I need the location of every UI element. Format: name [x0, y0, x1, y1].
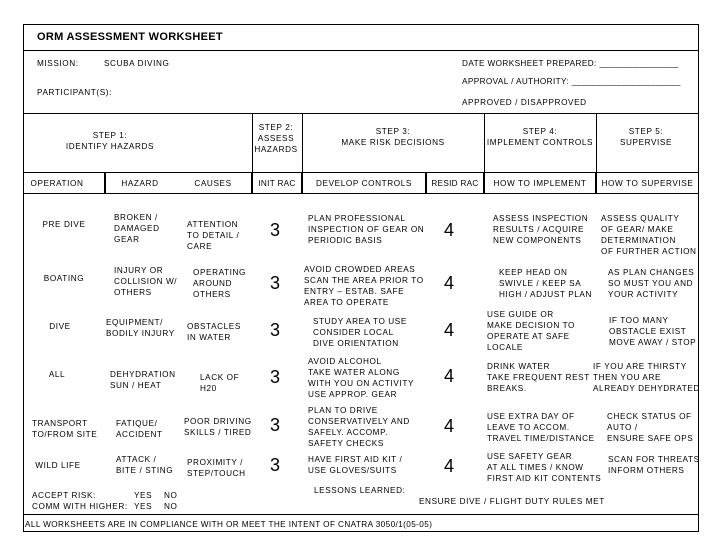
col-header-how-to-implement: HOW TO IMPLEMENT	[493, 179, 587, 188]
row-init-rac: 3	[269, 367, 280, 387]
row-init-rac: 3	[269, 455, 280, 475]
col-header-develop-controls: DEVELOP CONTROLS	[316, 179, 412, 188]
row-operation: PRE DIVE	[42, 220, 86, 229]
steps-divider	[23, 113, 699, 114]
row-init-rac: 3	[269, 220, 280, 240]
step5-header: STEP 5: SUPERVISE	[619, 127, 673, 147]
row-init-rac: 3	[269, 320, 280, 340]
step3-header: STEP 3: MAKE RISK DECISIONS	[341, 127, 445, 147]
row-hazard: EQUIPMENT/ BODILY INJURY	[106, 318, 175, 338]
row-controls: STUDY AREA TO USE CONSIDER LOCAL DIVE ORIENTATION	[313, 317, 407, 348]
col-header-hazard: HAZARD	[121, 179, 159, 188]
row-causes: PROXIMITY / STEP/TOUCH	[187, 458, 246, 478]
row-causes: OPERATING AROUND OTHERS	[193, 268, 247, 299]
ensure-duty-rules: ENSURE DIVE / FLIGHT DUTY RULES MET	[419, 497, 605, 506]
comm-higher-yes[interactable]: YES	[134, 502, 153, 511]
col-header-init-rac: INIT RAC	[258, 179, 296, 188]
step4-header: STEP 4: IMPLEMENT CONTROLS	[486, 127, 594, 147]
row-implement: USE SAFETY GEAR AT ALL TIMES / KNOW FIRST AID KIT CONTENTS	[487, 452, 602, 483]
row-causes: POOR DRIVING SKILLS / TIRED	[184, 417, 252, 437]
lessons-learned-label: LESSONS LEARNED:	[314, 486, 406, 495]
row-implement: USE EXTRA DAY OF LEAVE TO ACCOM. TRAVEL TIME/DISTANCE	[487, 412, 595, 443]
worksheet-title: ORM ASSESSMENT WORKSHEET	[37, 31, 223, 43]
row-resid-rac: 4	[443, 220, 454, 240]
row-implement: DRINK WATER TAKE FREQUENT REST BREAKS.	[487, 362, 590, 393]
row-resid-rac: 4	[443, 416, 454, 436]
row-supervise: ASSESS QUALITY OF GEAR/ MAKE DETERMINATION OF FURTHER ACTION	[601, 214, 697, 256]
row-hazard: ATTACK / BITE / STING	[116, 455, 174, 475]
compliance-note: ALL WORKSHEETS ARE IN COMPLIANCE WITH OR MEET THE INTENT OF CNATRA 3050/1(05-05)	[25, 520, 433, 529]
row-causes: OBSTACLES IN WATER	[187, 322, 241, 342]
row-causes: ATTENTION TO DETAIL / CARE	[187, 220, 240, 251]
step2-header: STEP 2: ASSESS HAZARDS	[254, 123, 298, 154]
row-operation: ALL	[48, 370, 66, 379]
row-resid-rac: 4	[443, 320, 454, 340]
row-controls: HAVE FIRST AID KIT / USE GLOVES/SUITS	[308, 455, 403, 475]
row-controls: PLAN PROFESSIONAL INSPECTION OF GEAR ON PERIODIC BASIS	[308, 214, 425, 245]
accept-risk-yes[interactable]: YES	[134, 491, 153, 500]
row-controls: AVOID ALCOHOL TAKE WATER ALONG WITH YOU ON ACTIVITY USE APPROP. GEAR	[308, 357, 415, 399]
row-supervise: IF YOU ARE THIRSTY THEN YOU ARE ALREADY DEHYDRATED	[593, 362, 700, 393]
row-resid-rac: 4	[443, 366, 454, 386]
row-supervise: AS PLAN CHANGES SO MUST YOU AND YOUR ACTIVITY	[608, 268, 695, 299]
comm-higher-no[interactable]: NO	[164, 502, 178, 511]
accept-risk-no[interactable]: NO	[164, 491, 178, 500]
row-hazard: FATIQUE/ ACCIDENT	[116, 419, 163, 439]
row-operation: DIVE	[49, 322, 71, 331]
col-header-causes: CAUSES	[194, 179, 232, 188]
row-implement: KEEP HEAD ON SWIVLE / KEEP SA HIGH / ADJUST PLAN	[499, 268, 592, 299]
row-hazard: INJURY OR COLLISION W/ OTHERS	[114, 266, 178, 297]
step1-header: STEP 1: IDENTIFY HAZARDS	[65, 131, 155, 151]
step-divider	[252, 113, 253, 172]
row-supervise: IF TOO MANY OBSTACLE EXIST MOVE AWAY / STOP	[609, 316, 697, 347]
row-resid-rac: 4	[443, 456, 454, 476]
row-init-rac: 3	[269, 415, 280, 435]
row-supervise: CHECK STATUS OF AUTO / ENSURE SAFE OPS	[607, 412, 694, 443]
row-controls: PLAN TO DRIVE CONSERVATIVELY AND SAFELY. ACCOMP. SAFETY CHECKS	[308, 406, 410, 448]
approved-disapproved-label: APPROVED / DISAPPROVED	[462, 98, 587, 107]
row-hazard: DEHYDRATION SUN / HEAT	[110, 370, 176, 390]
participants-label: PARTICIPANT(S):	[37, 88, 112, 97]
title-divider	[23, 50, 699, 51]
step-divider	[484, 113, 485, 172]
row-causes: LACK OF H20	[200, 373, 240, 393]
mission-value: SCUBA DIVING	[104, 59, 170, 68]
col-header-how-to-supervise: HOW TO SUPERVISE	[601, 179, 694, 188]
col-header-resid-rac: RESID RAC	[431, 179, 479, 188]
date-prepared-field[interactable]: DATE WORKSHEET PREPARED: ________________	[462, 59, 679, 68]
row-implement: USE GUIDE OR MAKE DECISION TO OPERATE AT SAFE LOCALE	[487, 310, 576, 352]
row-operation: TRANSPORT TO/FROM SITE	[32, 419, 98, 439]
row-hazard: BROKEN / DAMAGED GEAR	[114, 213, 160, 244]
mission-label: MISSION:	[37, 59, 79, 68]
row-implement: ASSESS INSPECTION RESULTS / ACQUIRE NEW COMPONENTS	[493, 214, 589, 245]
approval-authority-field[interactable]: APPROVAL / AUTHORITY: ______________________	[462, 77, 681, 86]
step-divider	[596, 113, 597, 172]
row-operation: BOATING	[43, 274, 85, 283]
comm-higher-label: COMM WITH HIGHER:	[32, 502, 128, 511]
footer-divider	[23, 514, 699, 515]
row-init-rac: 3	[269, 273, 280, 293]
row-supervise: SCAN FOR THREATS INFORM OTHERS	[608, 455, 700, 475]
row-resid-rac: 4	[443, 273, 454, 293]
row-operation: WILD LIFE	[35, 461, 81, 470]
accept-risk-label: ACCEPT RISK:	[32, 491, 96, 500]
step-divider	[302, 113, 303, 172]
col-header-operation: OPERATION	[30, 179, 84, 188]
row-controls: AVOID CROWDED AREAS SCAN THE AREA PRIOR TO ENTRY – ESTAB. SAFE AREA TO OPERATE	[304, 265, 424, 307]
